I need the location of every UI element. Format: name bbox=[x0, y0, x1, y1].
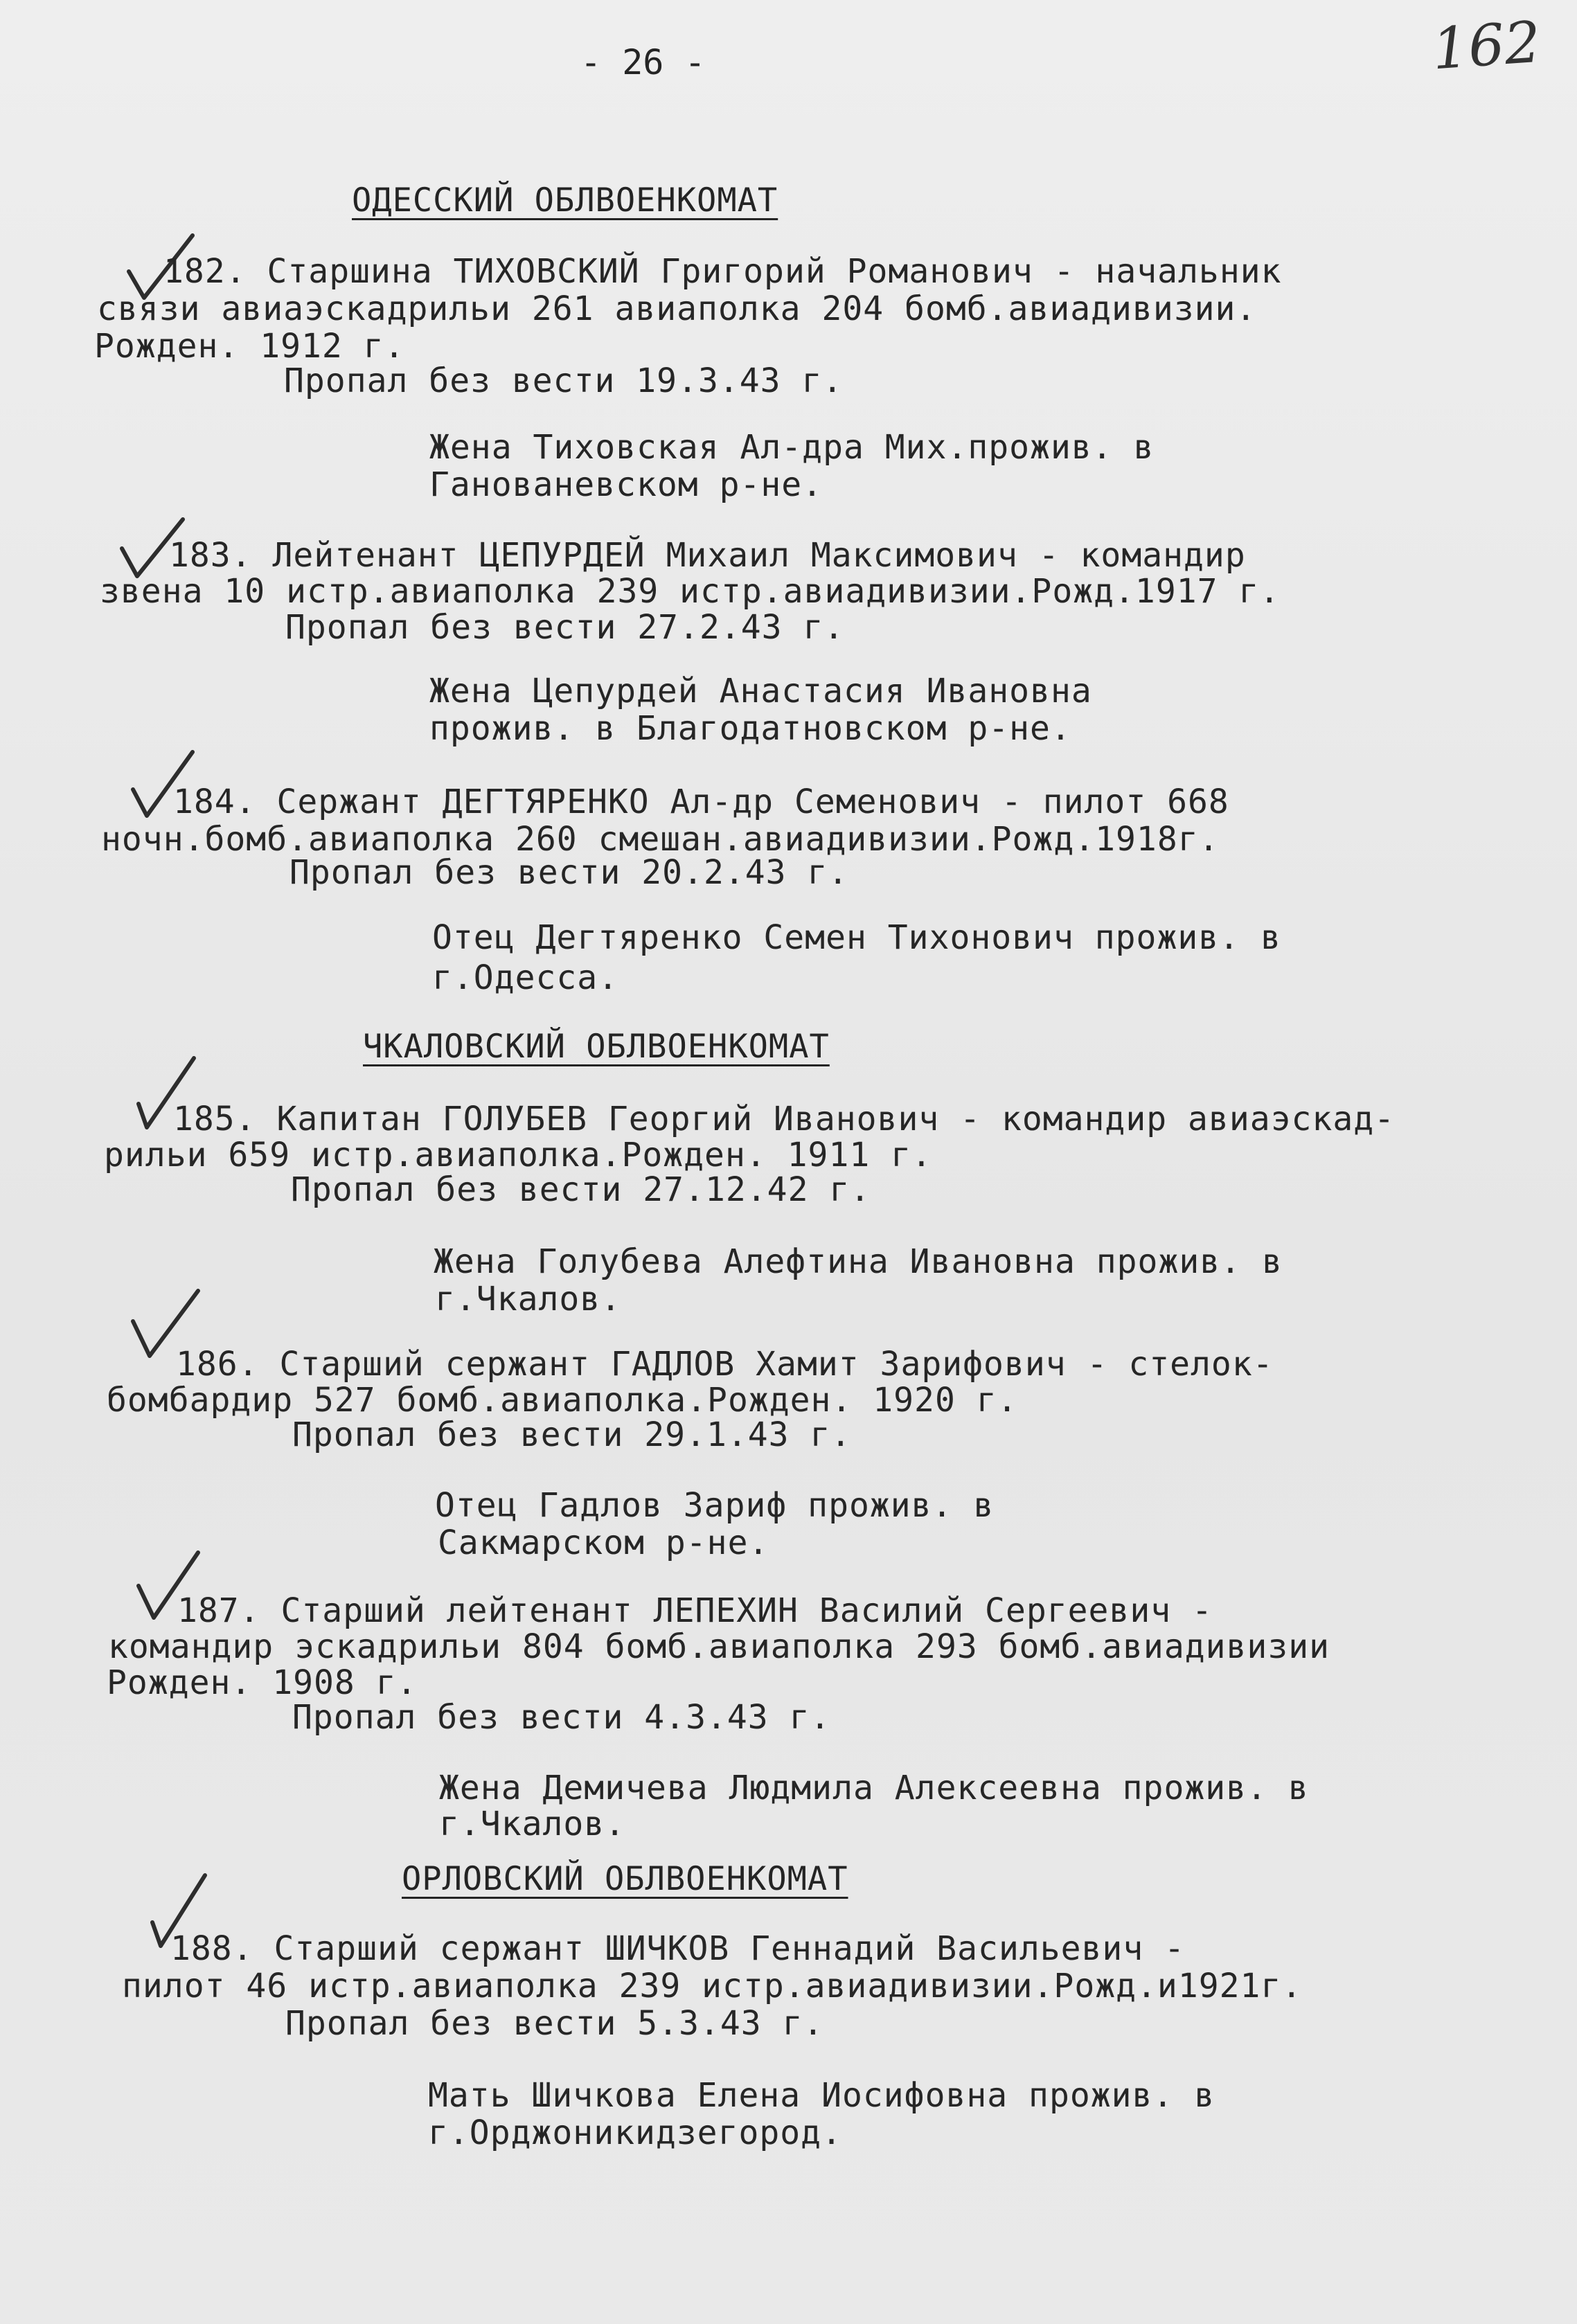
entry-188-line-2: пилот 46 истр.авиаполка 239 истр.авиадивизии.Рожд.и1921г. bbox=[122, 1967, 1303, 2005]
entry-185-missing: Пропал без вести 27.12.42 г. bbox=[291, 1170, 871, 1209]
entry-185-line-2: рильи 659 истр.авиаполка.Рожден. 1911 г. bbox=[104, 1136, 932, 1174]
entry-185-relative-2: г.Чкалов. bbox=[435, 1280, 622, 1319]
entry-187-line-3: Рожден. 1908 г. bbox=[107, 1663, 418, 1702]
entry-184-line-2: ночн.бомб.авиаполка 260 смешан.авиадивизии.Рожд.1918г. bbox=[101, 820, 1220, 859]
entry-188-line-1: 188. Старший сержант ШИЧКОВ Геннадий Васильевич - bbox=[170, 1929, 1186, 1968]
entry-186-line-2: бомбардир 527 бомб.авиаполка.Рожден. 1920 г. bbox=[107, 1381, 1018, 1420]
entry-184-missing: Пропал без вести 20.2.43 г. bbox=[289, 853, 849, 892]
entry-187-relative-1: Жена Демичева Людмила Алексеевна прожив. в bbox=[439, 1769, 1309, 1807]
entry-185-relative-1: Жена Голубева Алефтина Ивановна прожив. в bbox=[434, 1242, 1283, 1281]
page-number: - 26 - bbox=[580, 42, 706, 82]
entry-186-relative-2: Сакмарском р-не. bbox=[438, 1523, 769, 1562]
entry-182-line-3: Рожден. 1912 г. bbox=[94, 327, 405, 366]
entry-187-line-2: командир эскадрильи 804 бомб.авиаполка 293 бомб.авиадивизии bbox=[108, 1627, 1330, 1666]
section-heading-odessa: ОДЕССКИЙ ОБЛВОЕНКОМАТ bbox=[352, 181, 778, 220]
entry-185-line-1: 185. Капитан ГОЛУБЕВ Георгий Иванович - командир авиаэскад- bbox=[173, 1100, 1396, 1138]
entry-186-line-1: 186. Старший сержант ГАДЛОВ Хамит Зарифович - стелок- bbox=[176, 1345, 1274, 1384]
entry-183-missing: Пропал без вести 27.2.43 г. bbox=[285, 608, 845, 647]
entry-188-relative-1: Мать Шичкова Елена Иосифовна прожив. в bbox=[428, 2076, 1215, 2115]
entry-183-line-1: 183. Лейтенант ЦЕПУРДЕЙ Михаил Максимович - командир bbox=[169, 536, 1246, 575]
entry-182-relative-2: Ганованевском р-не. bbox=[429, 465, 823, 504]
archive-handwritten-number: 162 bbox=[1429, 9, 1543, 83]
entry-183-relative-1: Жена Цепурдей Анастасия Ивановна bbox=[429, 672, 1092, 710]
entry-186-missing: Пропал без вести 29.1.43 г. bbox=[292, 1415, 852, 1454]
entry-183-line-2: звена 10 истр.авиаполка 239 истр.авиадивизии.Рожд.1917 г. bbox=[100, 572, 1281, 611]
entry-184-relative-2: г.Одесса. bbox=[432, 958, 619, 997]
entry-184-relative-1: Отец Дегтяренко Семен Тихонович прожив. в bbox=[432, 918, 1281, 957]
entry-182-missing: Пропал без вести 19.3.43 г. bbox=[284, 361, 844, 400]
entry-182-relative-1: Жена Тиховская Ал-дра Мих.прожив. в bbox=[429, 428, 1155, 467]
entry-186-relative-1: Отец Гадлов Зариф прожив. в bbox=[435, 1486, 995, 1525]
entry-187-relative-2: г.Чкалов. bbox=[439, 1805, 626, 1843]
entry-182-line-1: 182. Старшина ТИХОВСКИЙ Григорий Романович - начальник bbox=[163, 252, 1282, 291]
entry-183-relative-2: прожив. в Благодатновском р-не. bbox=[429, 709, 1071, 748]
section-heading-chkalov: ЧКАЛОВСКИЙ ОБЛВОЕНКОМАТ bbox=[363, 1028, 830, 1066]
section-heading-orel: ОРЛОВСКИЙ ОБЛВОЕНКОМАТ bbox=[402, 1860, 848, 1898]
entry-184-line-1: 184. Сержант ДЕГТЯРЕНКО Ал-др Семенович - пилот 668 bbox=[173, 783, 1229, 821]
entry-188-relative-2: г.Орджоникидзегород. bbox=[428, 2113, 842, 2152]
entry-187-line-1: 187. Старший лейтенант ЛЕПЕХИН Василий Сергеевич - bbox=[177, 1591, 1213, 1630]
entry-188-missing: Пропал без вести 5.3.43 г. bbox=[285, 2004, 824, 2043]
entry-182-line-2: связи авиаэскадрильи 261 авиаполка 204 бомб.авиадивизии. bbox=[97, 289, 1257, 328]
entry-187-missing: Пропал без вести 4.3.43 г. bbox=[292, 1698, 831, 1737]
